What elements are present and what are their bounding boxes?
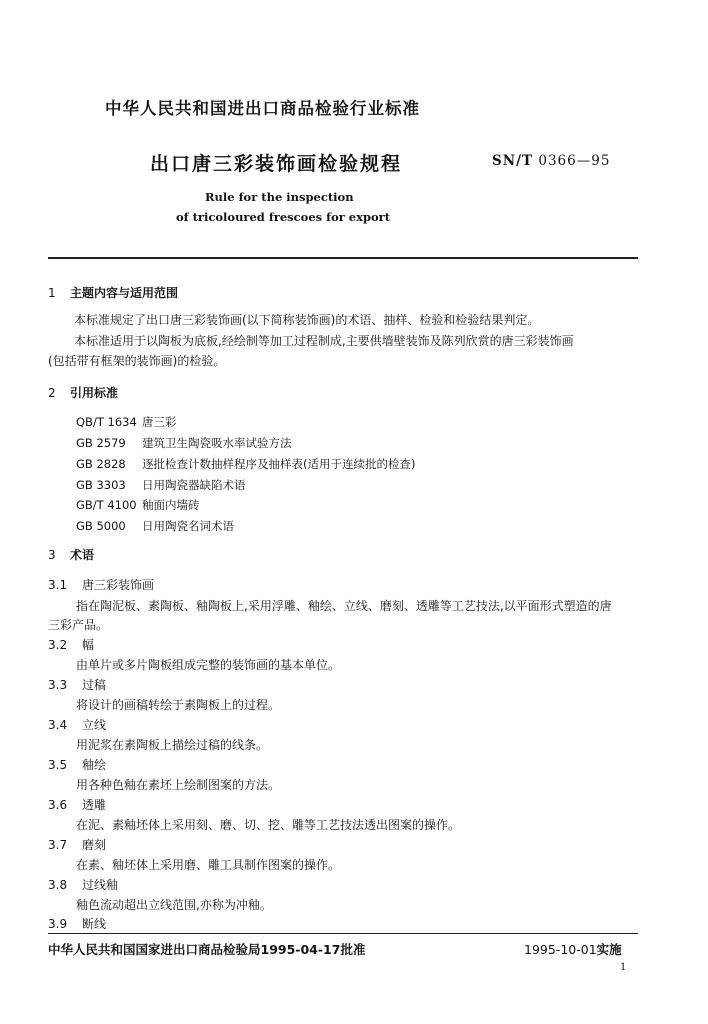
reference-title: 日用陶瓷器缺陷术语: [142, 478, 246, 492]
reference-title: 唐三彩: [142, 415, 177, 429]
reference-code: GB 2828: [76, 457, 126, 471]
term-name: 幅: [82, 638, 95, 652]
reference-item: [76, 435, 292, 451]
section-1-paragraph-2-line2: (包括带有框架的装饰画)的检验。: [48, 354, 226, 368]
term-number: 3.7: [48, 838, 68, 852]
term-heading: [48, 716, 106, 733]
reference-code: GB 2579: [76, 436, 126, 450]
reference-item: [76, 518, 234, 534]
reference-title: 逐批检查计数抽样程序及抽样表(适用于连续批的检查): [142, 457, 416, 471]
section-title: 引用标准: [70, 386, 119, 400]
section-3-heading: [48, 546, 94, 563]
term-heading: [48, 796, 106, 813]
reference-code: GB 3303: [76, 478, 126, 492]
term-name: 过稿: [82, 678, 107, 692]
term-definition: 在素、釉坯体上采用磨、雕工具制作图案的操作。: [76, 858, 341, 872]
term-definition: 用各种色釉在素坯上绘制图案的方法。: [76, 778, 281, 792]
approval-line: 中华人民共和国国家进出口商品检验局1995-04-17批准: [48, 942, 366, 957]
term-heading: [48, 836, 106, 853]
section-2-heading: [48, 384, 118, 401]
reference-item: [76, 456, 415, 472]
term-number: 3.4: [48, 718, 68, 732]
term-number: 3.3: [48, 678, 68, 692]
reference-item: [76, 477, 246, 493]
term-definition-continued: 三彩产品。: [48, 618, 109, 632]
reference-item: [76, 497, 200, 513]
reference-code: QB/T 1634: [76, 415, 137, 429]
term-heading: [48, 876, 118, 893]
term-heading: [48, 636, 94, 653]
english-title-line2: of tricoloured frescoes for export: [176, 210, 391, 224]
page-number: 1: [620, 962, 627, 973]
term-name: 立线: [82, 718, 107, 732]
reference-code: GB 5000: [76, 519, 126, 533]
section-1-heading: [48, 284, 178, 301]
term-name: 过线釉: [82, 878, 119, 892]
term-number: 3.8: [48, 878, 68, 892]
term-definition: 用泥浆在素陶板上描绘过稿的线条。: [76, 738, 269, 752]
term-heading: [48, 576, 154, 593]
term-name: 断线: [82, 917, 107, 931]
term-name: 釉绘: [82, 758, 107, 772]
term-definition: 由单片或多片陶板组成完整的装饰画的基本单位。: [76, 658, 341, 672]
term-name: 磨刻: [82, 838, 107, 852]
english-title-line1: Rule for the inspection: [205, 190, 354, 204]
standard-prefix: SN/T: [492, 153, 534, 169]
reference-code: GB/T 4100: [76, 498, 137, 512]
term-definition: 指在陶泥板、素陶板、釉陶板上,采用浮雕、釉绘、立线、磨刻、透雕等工艺技法,以平面形式塑造的唐: [76, 599, 612, 613]
term-heading: [48, 676, 106, 693]
reference-title: 建筑卫生陶瓷吸水率试验方法: [142, 436, 292, 450]
organization-header: 中华人民共和国进出口商品检验行业标准: [105, 99, 420, 118]
term-heading: [48, 756, 106, 773]
term-number: 3.5: [48, 758, 68, 772]
section-1-paragraph-2-line1: 本标准适用于以陶板为底板,经绘制等加工过程制成,主要供墙壁装饰及陈列欣赏的唐三彩装饰画: [74, 334, 574, 348]
term-number: 3.1: [48, 578, 68, 592]
term-definition: 将设计的画稿转绘于素陶板上的过程。: [76, 698, 281, 712]
section-number: 2: [48, 386, 56, 400]
term-number: 3.6: [48, 798, 68, 812]
header-divider: [48, 257, 638, 259]
effective-label: 实施: [596, 942, 622, 957]
section-number: 1: [48, 286, 56, 300]
section-1-paragraph-1: 本标准规定了出口唐三彩装饰画(以下简称装饰画)的术语、抽样、检验和检验结果判定。: [74, 313, 540, 327]
term-number: 3.2: [48, 638, 68, 652]
term-definition: 在泥、素釉坯体上采用刻、磨、切、挖、雕等工艺技法透出图案的操作。: [76, 818, 461, 832]
reference-item: [76, 414, 177, 430]
term-name: 透雕: [82, 798, 107, 812]
term-heading: [48, 915, 106, 932]
effective-date: 1995-10-01: [524, 942, 597, 957]
footer-divider: [48, 933, 638, 934]
reference-title: 日用陶瓷名词术语: [142, 519, 234, 533]
standard-number: [492, 153, 610, 169]
document-title: 出口唐三彩装饰画检验规程: [150, 153, 403, 175]
section-title: 主题内容与适用范围: [70, 286, 179, 300]
section-title: 术语: [70, 548, 95, 562]
term-definition: 釉色流动超出立线范围,亦称为冲釉。: [76, 898, 272, 912]
reference-title: 釉面内墙砖: [142, 498, 200, 512]
section-number: 3: [48, 548, 56, 562]
effective-line: [524, 940, 622, 958]
standard-code: 0366—95: [538, 153, 611, 169]
term-number: 3.9: [48, 917, 68, 931]
term-name: 唐三彩装饰画: [82, 578, 155, 592]
